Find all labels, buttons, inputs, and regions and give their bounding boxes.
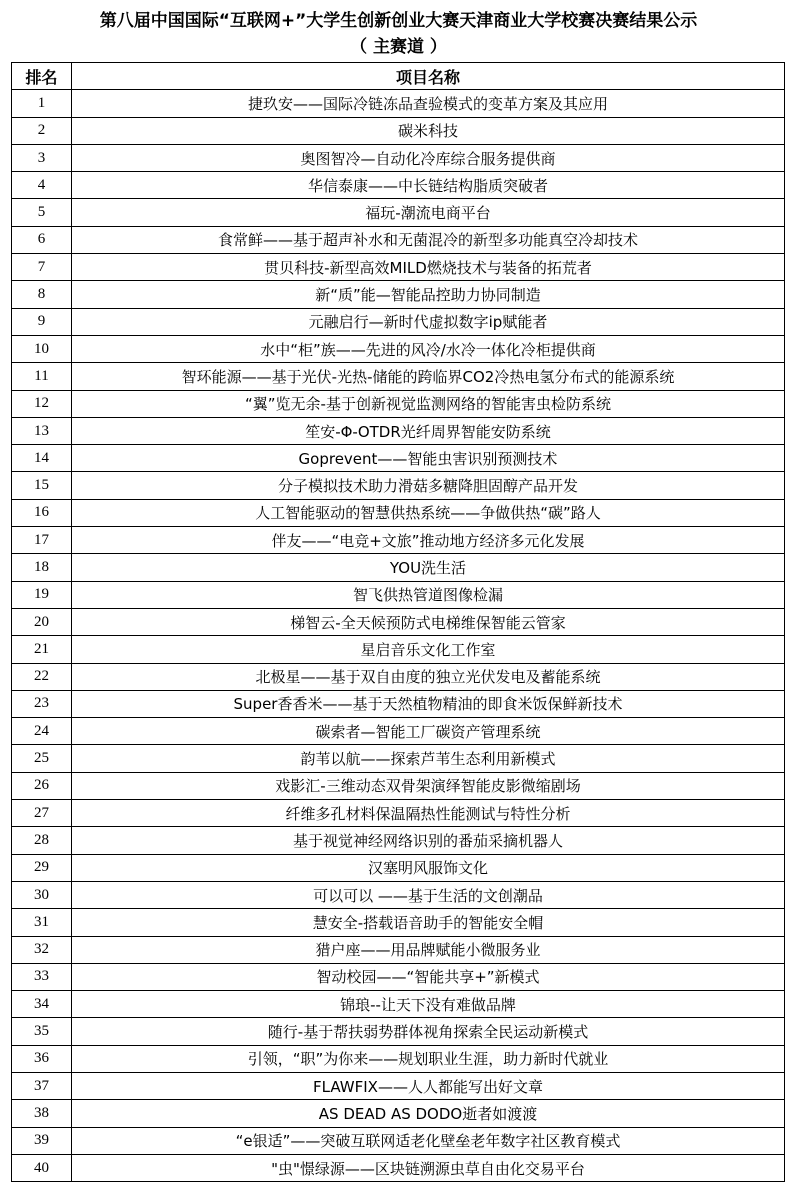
table-row	[12, 636, 785, 663]
project-name-cell: 福玩-潮流电商平台	[72, 199, 785, 226]
table-row	[12, 472, 785, 499]
rank-cell: 36	[12, 1045, 72, 1072]
rank-cell: 16	[12, 499, 72, 526]
table-row	[12, 881, 785, 908]
project-name-cell: 智飞供热管道图像检漏	[72, 581, 785, 608]
rank-cell: 4	[12, 172, 72, 199]
table-row	[12, 827, 785, 854]
rank-cell: 39	[12, 1127, 72, 1154]
rank-cell: 31	[12, 909, 72, 936]
rank-cell: 12	[12, 390, 72, 417]
project-name-cell: Goprevent——智能虫害识别预测技术	[72, 445, 785, 472]
project-name-cell: YOU洗生活	[72, 554, 785, 581]
table-row	[12, 854, 785, 881]
table-row	[12, 281, 785, 308]
header-rank: 排名	[12, 63, 72, 90]
table-row	[12, 608, 785, 635]
project-name-cell: "虫"憬绿源——区块链溯源虫草自由化交易平台	[72, 1154, 785, 1181]
project-name-cell: 笙安-Φ-OTDR光纤周界智能安防系统	[72, 417, 785, 444]
rank-cell: 10	[12, 335, 72, 362]
rank-cell: 6	[12, 226, 72, 253]
rank-cell: 11	[12, 363, 72, 390]
rank-cell: 9	[12, 308, 72, 335]
header-project-name: 项目名称	[72, 63, 785, 90]
rank-cell: 3	[12, 144, 72, 171]
table-row	[12, 1154, 785, 1181]
project-name-cell: 元融启行—新时代虚拟数字ip赋能者	[72, 308, 785, 335]
project-name-cell: 戏影汇-三维动态双骨架演绎智能皮影微缩剧场	[72, 772, 785, 799]
project-name-cell: 食常鲜——基于超声补水和无菌混冷的新型多功能真空冷却技术	[72, 226, 785, 253]
rank-cell: 23	[12, 690, 72, 717]
project-name-cell: FLAWFIX——人人都能写出好文章	[72, 1072, 785, 1099]
project-name-cell: “翼”览无余-基于创新视觉监测网络的智能害虫检防系统	[72, 390, 785, 417]
rank-cell: 24	[12, 718, 72, 745]
table-row	[12, 745, 785, 772]
project-name-cell: 捷玖安——国际冷链冻品查验模式的变革方案及其应用	[72, 90, 785, 117]
project-name-cell: Super香香米——基于天然植物精油的即食米饭保鲜新技术	[72, 690, 785, 717]
project-name-cell: 水中“柜”族——先进的风冷/水冷一体化冷柜提供商	[72, 335, 785, 362]
results-table	[11, 62, 785, 1182]
project-name-cell: 星启音乐文化工作室	[72, 636, 785, 663]
project-name-cell: 贯贝科技-新型高效MILD燃烧技术与装备的拓荒者	[72, 254, 785, 281]
project-name-cell: 可以可以 ——基于生活的文创潮品	[72, 881, 785, 908]
table-row	[12, 527, 785, 554]
rank-cell: 18	[12, 554, 72, 581]
table-row	[12, 1072, 785, 1099]
table-row	[12, 1018, 785, 1045]
table-row	[12, 499, 785, 526]
table-row	[12, 308, 785, 335]
project-name-cell: 汉塞明风服饰文化	[72, 854, 785, 881]
rank-cell: 27	[12, 800, 72, 827]
table-row	[12, 335, 785, 362]
rank-cell: 35	[12, 1018, 72, 1045]
rank-cell: 15	[12, 472, 72, 499]
table-row	[12, 390, 785, 417]
rank-cell: 13	[12, 417, 72, 444]
project-name-cell: 引领，“职”为你来——规划职业生涯，助力新时代就业	[72, 1045, 785, 1072]
table-row	[12, 800, 785, 827]
rank-cell: 29	[12, 854, 72, 881]
table-row	[12, 1127, 785, 1154]
rank-cell: 5	[12, 199, 72, 226]
rank-cell: 22	[12, 663, 72, 690]
rank-cell: 8	[12, 281, 72, 308]
table-row	[12, 226, 785, 253]
project-name-cell: 智动校园——“智能共享+”新模式	[72, 963, 785, 990]
rank-cell: 17	[12, 527, 72, 554]
rank-cell: 28	[12, 827, 72, 854]
rank-cell: 34	[12, 991, 72, 1018]
table-row	[12, 1100, 785, 1127]
project-name-cell: 新“质”能—智能品控助力协同制造	[72, 281, 785, 308]
rank-cell: 32	[12, 936, 72, 963]
project-name-cell: 碳米科技	[72, 117, 785, 144]
rank-cell: 38	[12, 1100, 72, 1127]
project-name-cell: 锦琅--让天下没有难做品牌	[72, 991, 785, 1018]
project-name-cell: AS DEAD AS DODO逝者如渡渡	[72, 1100, 785, 1127]
table-row	[12, 554, 785, 581]
rank-cell: 20	[12, 608, 72, 635]
project-name-cell: 猎户座——用品牌赋能小微服务业	[72, 936, 785, 963]
table-row	[12, 172, 785, 199]
table-row	[12, 117, 785, 144]
table-row	[12, 936, 785, 963]
table-row	[12, 772, 785, 799]
rank-cell: 19	[12, 581, 72, 608]
rank-cell: 33	[12, 963, 72, 990]
project-name-cell: 人工智能驱动的智慧供热系统——争做供热“碳”路人	[72, 499, 785, 526]
project-name-cell: 随行-基于帮扶弱势群体视角探索全民运动新模式	[72, 1018, 785, 1045]
project-name-cell: 基于视觉神经网络识别的番茄采摘机器人	[72, 827, 785, 854]
project-name-cell: 梯智云-全天候预防式电梯维保智能云管家	[72, 608, 785, 635]
project-name-cell: 慧安全-搭载语音助手的智能安全帽	[72, 909, 785, 936]
project-name-cell: 北极星——基于双自由度的独立光伏发电及蓄能系统	[72, 663, 785, 690]
project-name-cell: 分子模拟技术助力滑菇多糖降胆固醇产品开发	[72, 472, 785, 499]
project-name-cell: 奥图智冷—自动化冷库综合服务提供商	[72, 144, 785, 171]
table-row	[12, 718, 785, 745]
rank-cell: 26	[12, 772, 72, 799]
rank-cell: 2	[12, 117, 72, 144]
project-name-cell: 华信泰康——中长链结构脂质突破者	[72, 172, 785, 199]
table-row	[12, 254, 785, 281]
table-row	[12, 417, 785, 444]
table-row	[12, 581, 785, 608]
rank-cell: 37	[12, 1072, 72, 1099]
table-header-row	[12, 63, 785, 90]
project-name-cell: 纤维多孔材料保温隔热性能测试与特性分析	[72, 800, 785, 827]
table-row	[12, 445, 785, 472]
page-title: 第八届中国国际“互联网+”大学生创新创业大赛天津商业大学校赛决赛结果公示	[99, 11, 698, 31]
rank-cell: 30	[12, 881, 72, 908]
table-row	[12, 963, 785, 990]
project-name-cell: 智环能源——基于光伏-光热-储能的跨临界CO2冷热电氢分布式的能源系统	[72, 363, 785, 390]
results-table-body	[12, 90, 785, 1182]
project-name-cell: 韵苇以航——探索芦苇生态利用新模式	[72, 745, 785, 772]
project-name-cell: 伴友——“电竞+文旅”推动地方经济多元化发展	[72, 527, 785, 554]
table-row	[12, 991, 785, 1018]
table-row	[12, 1045, 785, 1072]
table-row	[12, 199, 785, 226]
rank-cell: 14	[12, 445, 72, 472]
page-subtitle: （ 主赛道 ）	[350, 37, 447, 57]
table-row	[12, 663, 785, 690]
project-name-cell: 碳索者—智能工厂碳资产管理系统	[72, 718, 785, 745]
table-row	[12, 144, 785, 171]
rank-cell: 1	[12, 90, 72, 117]
project-name-cell: “e银适”——突破互联网适老化壁垒老年数字社区教育模式	[72, 1127, 785, 1154]
table-row	[12, 90, 785, 117]
table-row	[12, 363, 785, 390]
rank-cell: 7	[12, 254, 72, 281]
rank-cell: 40	[12, 1154, 72, 1181]
rank-cell: 21	[12, 636, 72, 663]
rank-cell: 25	[12, 745, 72, 772]
table-row	[12, 690, 785, 717]
table-row	[12, 909, 785, 936]
